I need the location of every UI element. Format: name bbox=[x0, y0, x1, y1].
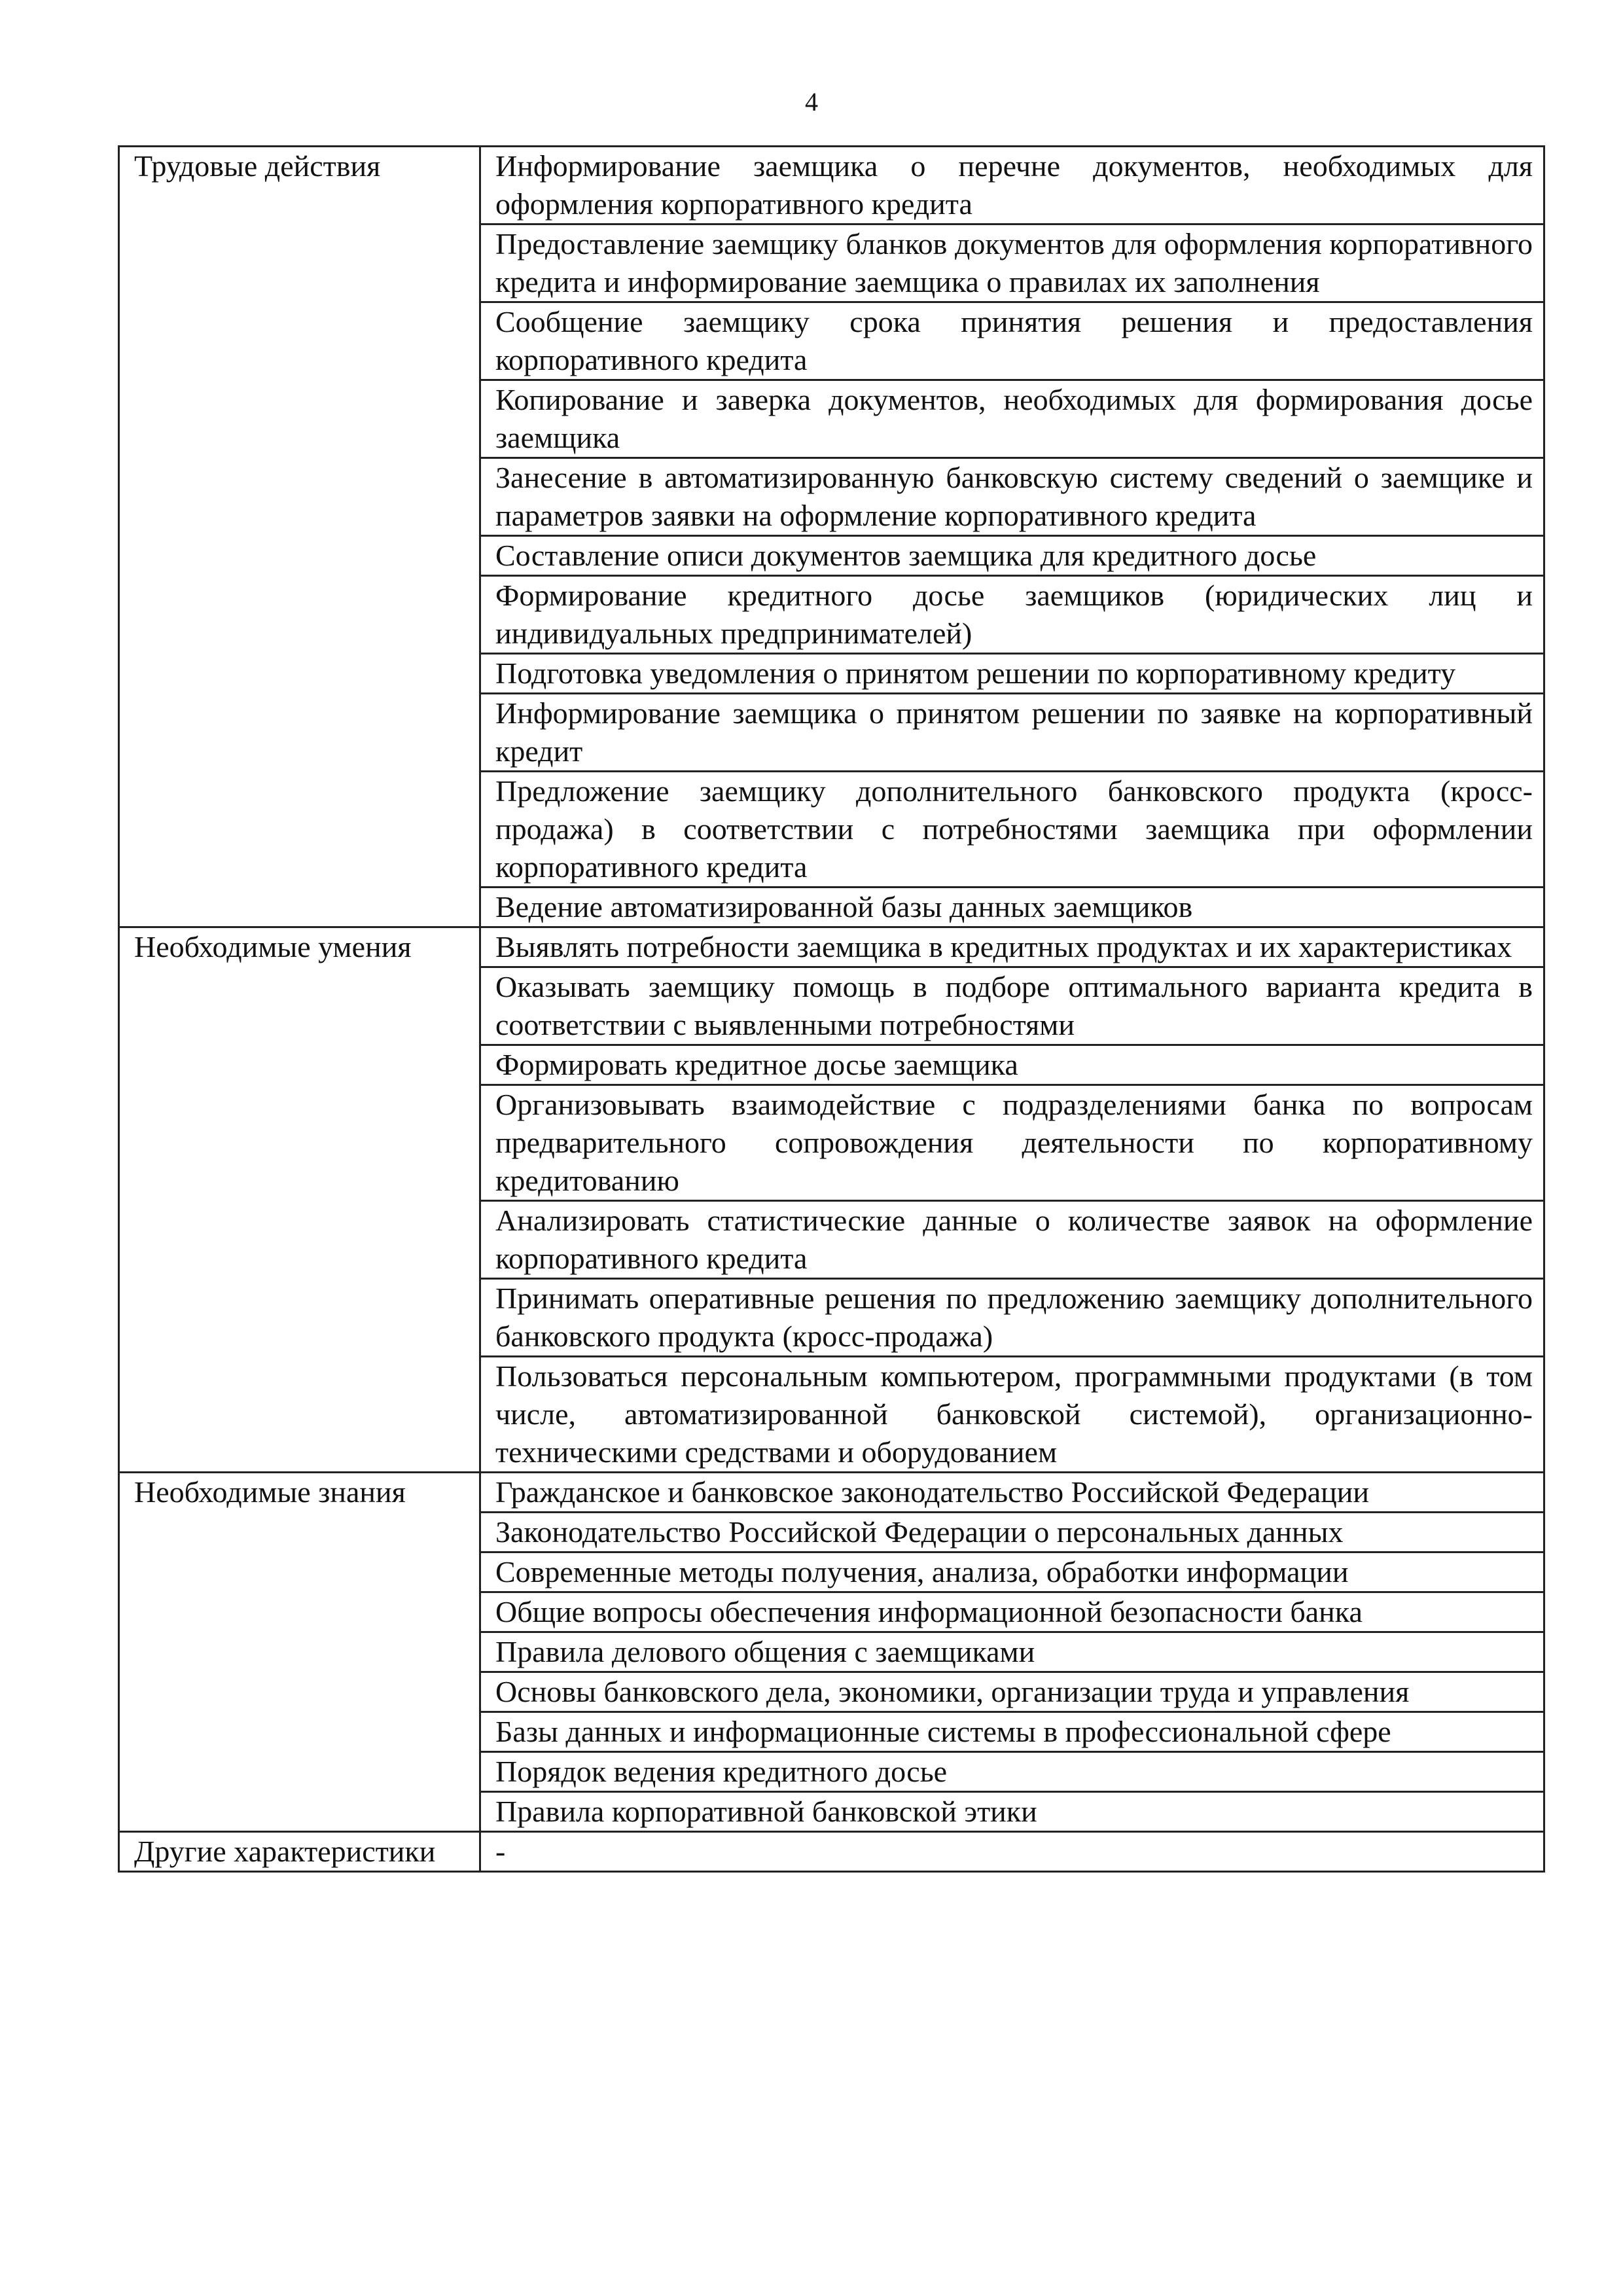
knowledge-item: Современные методы получения, анализа, обработки информации bbox=[480, 1552, 1544, 1592]
knowledge-item: Правила корпоративной банковской этики bbox=[480, 1792, 1544, 1832]
labor-action-item: Предоставление заемщику бланков документов для оформления корпоративного кредита и информирование заемщика о правилах их заполнения bbox=[480, 224, 1544, 302]
skill-item: Пользоваться персональным компьютером, программными продуктами (в том числе, автоматизированной банковской системой), организационно-техническими средствами и оборудованием bbox=[480, 1357, 1544, 1473]
labor-action-item: Информирование заемщика о принятом решении по заявке на корпоративный кредит bbox=[480, 694, 1544, 772]
knowledge-item: Гражданское и банковское законодательство Российской Федерации bbox=[480, 1473, 1544, 1513]
labor-action-item: Составление описи документов заемщика для кредитного досье bbox=[480, 536, 1544, 576]
knowledge-item: Правила делового общения с заемщиками bbox=[480, 1632, 1544, 1672]
knowledge-item: Базы данных и информационные системы в профессиональной сфере bbox=[480, 1712, 1544, 1752]
category-labor-actions: Трудовые действия bbox=[119, 147, 480, 927]
skill-item: Организовывать взаимодействие с подразделениями банка по вопросам предварительного сопровождения деятельности по корпоративному кредитованию bbox=[480, 1085, 1544, 1201]
labor-action-item: Занесение в автоматизированную банковскую систему сведений о заемщике и параметров заявки на оформление корпоративного кредита bbox=[480, 458, 1544, 536]
labor-action-item: Информирование заемщика о перечне документов, необходимых для оформления корпоративного кредита bbox=[480, 147, 1544, 224]
page-number: 4 bbox=[805, 87, 818, 117]
skill-item: Формировать кредитное досье заемщика bbox=[480, 1045, 1544, 1085]
labor-action-item: Сообщение заемщику срока принятия решения и предоставления корпоративного кредита bbox=[480, 302, 1544, 380]
labor-action-item: Формирование кредитного досье заемщиков (юридических лиц и индивидуальных предпринимателей) bbox=[480, 576, 1544, 654]
labor-action-item: Предложение заемщику дополнительного банковского продукта (кросс-продажа) в соответствии с потребностями заемщика при оформлении корпоративного кредита bbox=[480, 772, 1544, 888]
table-row bbox=[119, 1832, 1544, 1872]
labor-action-item: Копирование и заверка документов, необходимых для формирования досье заемщика bbox=[480, 380, 1544, 458]
table-row bbox=[119, 927, 1544, 967]
category-required-knowledge: Необходимые знания bbox=[119, 1473, 480, 1832]
labor-action-item: Подготовка уведомления о принятом решении по корпоративному кредиту bbox=[480, 654, 1544, 694]
table-row bbox=[119, 147, 1544, 224]
knowledge-item: Общие вопросы обеспечения информационной безопасности банка bbox=[480, 1592, 1544, 1632]
category-required-skills: Необходимые умения bbox=[119, 927, 480, 1473]
skill-item: Оказывать заемщику помощь в подборе оптимального варианта кредита в соответствии с выявленными потребностями bbox=[480, 967, 1544, 1045]
labor-action-item: Ведение автоматизированной базы данных заемщиков bbox=[480, 888, 1544, 927]
knowledge-item: Основы банковского дела, экономики, организации труда и управления bbox=[480, 1672, 1544, 1712]
skill-item: Выявлять потребности заемщика в кредитных продуктах и их характеристиках bbox=[480, 927, 1544, 967]
professional-standard-table bbox=[118, 145, 1545, 1873]
skill-item: Принимать оперативные решения по предложению заемщику дополнительного банковского продукта (кросс-продажа) bbox=[480, 1279, 1544, 1357]
other-characteristics-value: - bbox=[480, 1832, 1544, 1872]
knowledge-item: Порядок ведения кредитного досье bbox=[480, 1752, 1544, 1792]
category-other-characteristics: Другие характеристики bbox=[119, 1832, 480, 1872]
skill-item: Анализировать статистические данные о количестве заявок на оформление корпоративного кредита bbox=[480, 1201, 1544, 1279]
knowledge-item: Законодательство Российской Федерации о персональных данных bbox=[480, 1513, 1544, 1552]
table-row bbox=[119, 1473, 1544, 1513]
